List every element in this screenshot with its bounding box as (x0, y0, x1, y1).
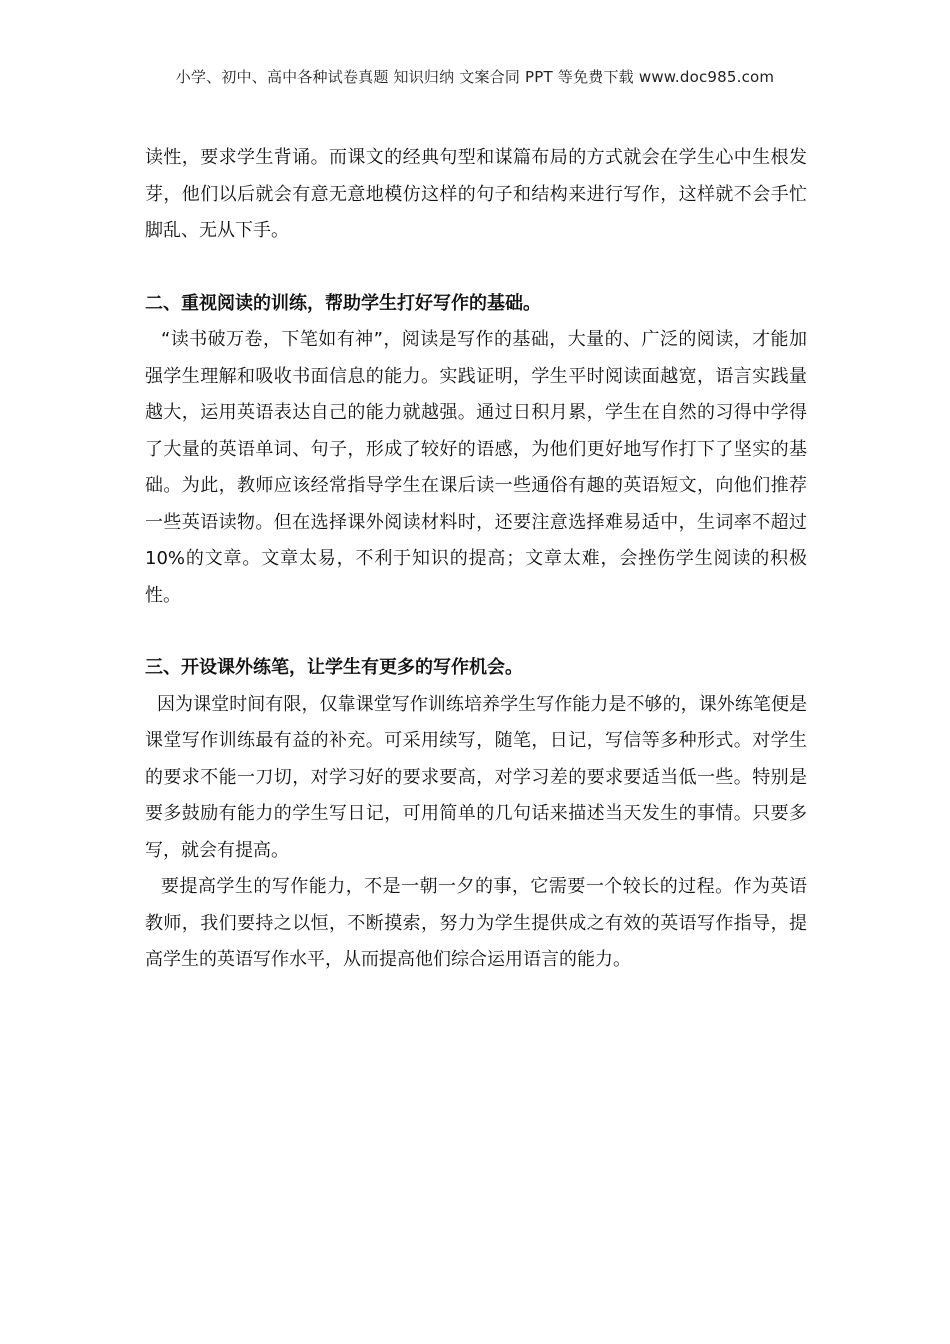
page-header: 小学、初中、高中各种试卷真题 知识归纳 文案合同 PPT 等免费下载 www.doc985.com (175, 68, 775, 86)
paragraph-gap (145, 250, 807, 286)
paragraph-gap (145, 614, 807, 650)
paragraph-1: 读性，要求学生背诵。而课文的经典句型和谋篇布局的方式就会在学生心中生根发芽，他们以后就会有意无意地模仿这样的句子和结构来进行写作，这样就不会手忙脚乱、无从下手。 (145, 147, 807, 241)
paragraph-4: 要提高学生的写作能力，不是一朝一夕的事，它需要一个较长的过程。作为英语教师，我们要持之以恒，不断摸索，努力为学生提供成之有效的英语写作指导，提高学生的英语写作水平，从而提高他们综合运用语言的能力。 (145, 876, 807, 970)
paragraph-3: 因为课堂时间有限，仅靠课堂写作训练培养学生写作能力是不够的，课外练笔便是课堂写作训练最有益的补充。可采用续写，随笔，日记，写信等多种形式。对学生的要求不能一刀切，对学习好的要求要高，对学习差的要求要适当低一些。特别是要多鼓励有能力的学生写日记，可用简单的几句话来描述当天发生的事情。只要多写，就会有提高。 (145, 693, 807, 861)
section-heading-2: 二、重视阅读的训练，帮助学生打好写作的基础。 (145, 292, 541, 314)
section-heading-3: 三、开设课外练笔，让学生有更多的写作机会。 (145, 657, 523, 678)
paragraph-2: “读书破万卷，下笔如有神”，阅读是写作的基础，大量的、广泛的阅读，才能加强学生理解和吸收书面信息的能力。实践证明，学生平时阅读面越宽，语言实践量越大，运用英语表达自己的能力就越强。通过日积月累，学生在自然的习得中学得了大量的英语单词、句子，形成了较好的语感，为他们更好地写作打下了坚实的基础。为此，教师应该经常指导学生在课后读一些通俗有趣的英语短文，向他们推荐一些英语读物。但在选择课外阅读材料时，还要注意选择难易适中，生词率不超过 10%的文章。文章太易，不利于知识的提高；文章太难，会挫伤学生阅读的积极性。 (145, 329, 807, 606)
document-body (145, 140, 807, 979)
